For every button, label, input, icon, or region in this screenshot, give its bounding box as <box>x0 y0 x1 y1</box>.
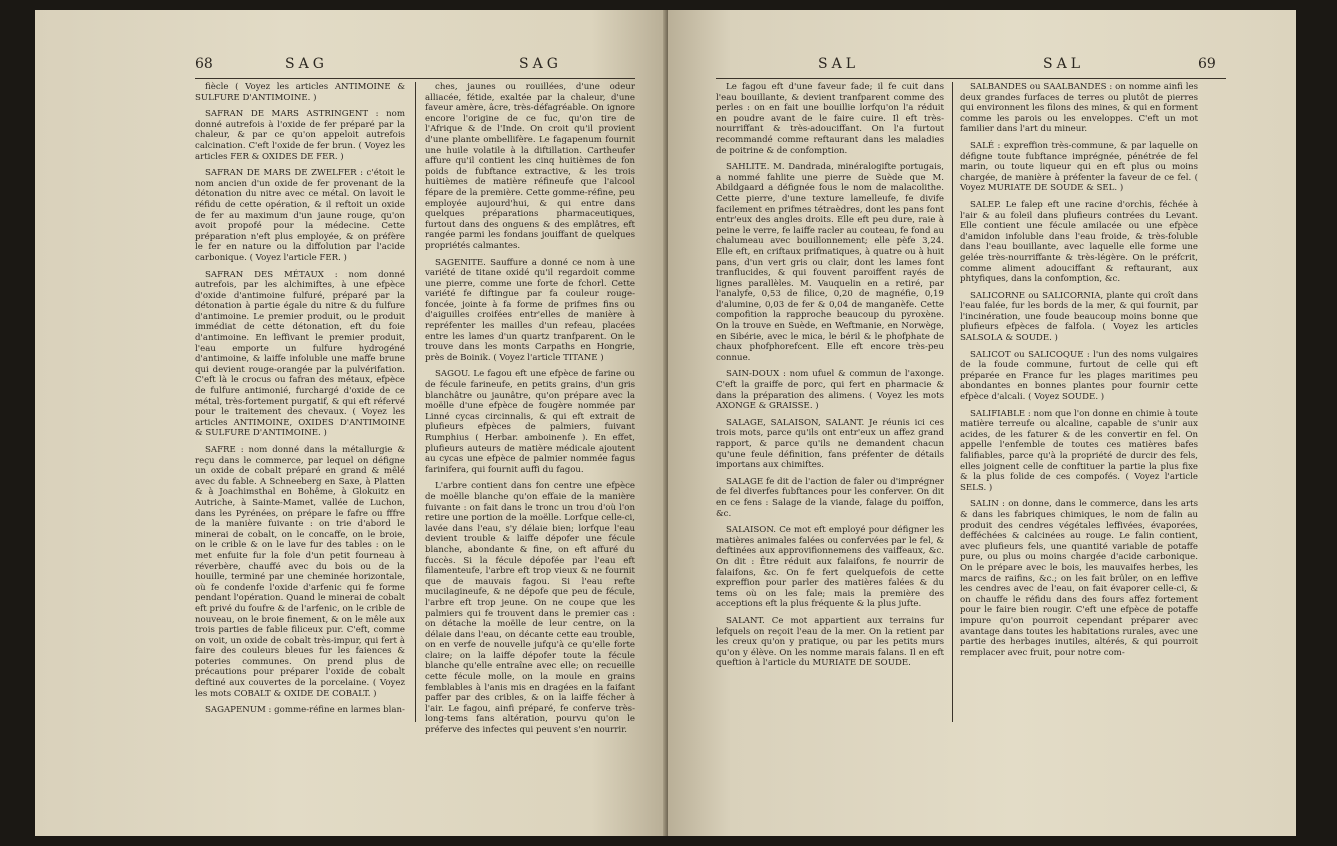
right-column-divider <box>952 82 953 722</box>
article-paragraph: L'arbre contient dans fon centre une efpèce de moëlle blanche qu'on effaie de la manière fuivante : on fait dans le tronc un trou d'où l'on retire une portion de la moëlle. Lorfque celle-ci, lavée dans l'eau, s'y délaie bien; lorfque l'eau devient trouble & laiffe dépofer une fécule blanche, abondante & fine, on eft affuré du fuccès. Si la fécule dépofée par l'eau eft filamenteufe, l'arbre eft trop vieux & ne fournit que de mauvais fagou. Si l'eau refte mucilagineufe, & ne dépofe que peu de fécule, l'arbre eft trop jeune. On ne coupe que les palmiers qui fe trouvent dans le premier cas : on détache la moëlle de leur centre, on la délaie dans l'eau, on décante cette eau trouble, on en verfe de nouvelle jufqu'à ce qu'elle forte claire; on la laiffe dépofer toute la fécule blanche qu'elle entraîne avec elle; on recueille cette fécule molle, on la moule en grains femblables à l'anis mis en dragées en la faifant paffer par des cribles, & on la laiffe fécher à l'air. Le fagou, ainfi préparé, fe conferve très-long-tems fans altération, pourvu qu'on le préferve des infectes qui peuvent s'en nourrir. <box>425 481 635 736</box>
left-column-2 <box>425 82 635 742</box>
right-header-right: SAL <box>1043 56 1084 72</box>
article-paragraph: SALICOT ou SALICOQUE : l'un des noms vulgaires de la foude commune, furtout de celle qui eft préparée en France fur les plages maritimes peu abondantes en bonnes plantes pour fournir cette efpèce d'alcali. ( Voyez SOUDE. ) <box>960 349 1198 403</box>
left-page <box>35 10 667 836</box>
article-paragraph: ches, jaunes ou rouillées, d'une odeur alliacée, fétide, exaltée par la chaleur, d'une faveur amère, âcre, très-défagréable. On ignore encore l'origine de ce fuc, qu'on tire de l'Afrique & de l'Inde. On croit qu'il provient d'une plante ombellifère. Le fagapenum fournit une huile volatile à la diftillation. Cartheufer affure qu'il contient les cinq huitièmes de fon poids de fubftance extractive, & les trois huitièmes de matière réfineufe que l'alcool fépare de la première. Cette gomme-réfine, peu employée aujourd'hui, & qui entre dans quelques préparations pharmaceutiques, furtout dans des onguens & des emplâtres, eft rangée parmi les fondans jouiffant de quelques propriétés calmantes. <box>425 82 635 251</box>
article-paragraph: SALEP. Le falep eft une racine d'orchis, féchée à l'air & au foleil dans plufieurs contrées du Levant. Elle contient une fécule amilacée ou une efpèce d'amidon infoluble dans l'eau froide, & très-foluble dans l'eau bouillante, avec laquelle elle forme une gelée très-nourriffante & très-légère. On le préfcrit, comme aliment adouciffant & reftaurant, aux phtyfiques, dans la confomption, &c. <box>960 199 1198 285</box>
article-paragraph: SALICORNE ou SALICORNIA, plante qui croît dans l'eau falée, fur les bords de la mer, & qui fournit, par l'incinération, une foude beaucoup moins bonne que plufieurs efpèces de falfola. ( Voyez les articles SALSOLA & SOUDE. ) <box>960 290 1198 344</box>
article-paragraph: SAGENITE. Sauffure a donné ce nom à une variété de titane oxidé qu'il regardoit comme une pierre, comme une forte de fchorl. Cette variété fe diftingue par fa couleur rouge-foncée, jointe à fa forme de prifmes fins ou d'aiguilles croifées entr'elles de manière à repréfenter les mailles d'un refeau, placées entre les lames d'un quartz tranfparent. On le trouve dans les monts Carpaths en Hongrie, près de Boinik. ( Voyez l'article TITANE ) <box>425 257 635 363</box>
right-column-2 <box>960 82 1198 664</box>
left-header-left: SAG <box>285 56 328 72</box>
left-column-1 <box>195 82 405 722</box>
article-paragraph: SAGOU. Le fagou eft une efpèce de farine ou de fécule farineufe, en petits grains, d'un gris blanchâtre ou jaunâtre, qu'on prépare avec la moëlle d'une efpèce de fougère nommée par Linné cycas circinnalis, & qui eft extrait de plufieurs efpèces de palmiers, fuivant Rumphius ( Herbar. amboinenfe ). En effet, plufieurs auteurs de matière médicale ajoutent au cycas une efpèce de palmier nommée fagus farinifera, qui fournit auffi du fagou. <box>425 369 635 475</box>
right-header-rule <box>716 78 1226 79</box>
article-paragraph: SAIN-DOUX : nom ufuel & commun de l'axonge. C'eft la graiffe de porc, qui fert en pharmacie & dans la préparation des alimens. ( Voyez les mots AXONGE & GRAISSE. ) <box>716 369 944 412</box>
article-paragraph: SALIN : on donne, dans le commerce, dans les arts & dans les fabriques chimiques, le nom de falin au produit des cendres végétales leffivées, évaporées, defféchées & calcinées au rouge. Le falin contient, avec plufieurs fels, une quantité variable de potaffe pure, ou plus ou moins chargée d'acide carbonique. On le prépare avec le bois, les mauvaifes herbes, les marcs de raifins, &c.; on les fait brûler, on en leffive les cendres avec de l'eau, on fait évaporer celle-ci, & on chauffe le réfidu dans des fours affez fortement pour le faire bien rougir. C'eft une efpèce de potaffe impure qu'on pourroit cependant préparer avec avantage dans toutes les habitations rurales, avec une partie des herbages inutiles, altérés, & qui pourroit remplacer avec fruit, pour notre com- <box>960 499 1198 658</box>
right-header-left: SAL <box>818 56 859 72</box>
article-paragraph: SAGAPENUM : gomme-réfine en larmes blan- <box>205 705 405 716</box>
left-page-number: 68 <box>195 56 213 72</box>
article-paragraph: Le fagou eft d'une faveur fade; il fe cuit dans l'eau bouillante, & devient tranfparent comme des perles : on en fait une bouillie lorfqu'on l'a réduit en poudre avant de le faire cuire. Il eft très-nourriffant & très-adouciffant. On l'a furtout recommandé comme reftaurant dans les maladies de poitrine & de confomption. <box>716 82 944 156</box>
article-paragraph: SALIFIABLE : nom que l'on donne en chimie à toute matière terreufe ou alcaline, capable de s'unir aux acides, de les faturer & de les convertir en fel. On appelle l'enfemble de toutes ces matières bafes falifiables, parce qu'à la propriété de durcir des fels, elles joignent celle de conftituer la partie la plus fixe & la plus folide de ces compofés. ( Voyez l'article SELS. ) <box>960 408 1198 493</box>
article-paragraph: SALAISON. Ce mot eft employé pour défigner les matières animales falées ou confervées par le fel, & deftinées aux approvifionnemens des vaiffeaux, &c. On dit : Être réduit aux falaifons, fe nourrir de falaifons, &c. On fe fert quelquefois de cette expreffion pour parler des matières falées & du tems où on les fale; mais la première des acceptions eft la plus fréquente & la plus jufte. <box>716 525 944 610</box>
right-page-number: 69 <box>1198 56 1216 72</box>
article-paragraph: SAFRE : nom donné dans la métallurgie & reçu dans le commerce, par lequel on défigne un oxide de cobalt préparé en grand & mêlé avec du fable. A Schneeberg en Saxe, à Platten & à Joachimsthal en Bohême, à Glokuitz en Autriche, à Sainte-Mamet, vallée de Luchon, dans les Pyrénées, on prépare le fafre ou fffre de la manière fuivante : on trie d'abord le minerai de cobalt, on le concaffe, on le broie, on le crible & on le lave fur des tables : on le met enfuite fur la fole d'un petit fourneau à réverbère, chauffé avec du bois ou de la houille, terminé par une cheminée horizontale, où fe condenfe l'oxide d'arfenic qui fe forme pendant l'opération. Quand le minerai de cobalt eft privé du foufre & de l'arfenic, on le crible de nouveau, on le broie finement, & on le mêle aux trois parties de fable filiceux pur. C'eft, comme on voit, un oxide de cobalt très-impur, qui fert à faire des couleurs bleues fur les faiences & poteries communes. On prend plus de précautions pour préparer l'oxide de cobalt deftiné aux couvertes de la porcelaine. ( Voyez les mots COBALT & OXIDE DE COBALT. ) <box>195 445 405 699</box>
right-column-1 <box>716 82 944 675</box>
article-paragraph: SALÉ : expreffion très-commune, & par laquelle on défigne toute fubftance imprégnée, pénétrée de fel marin, ou toute liqueur qui en eft plus ou moins chargée, de manière à préfenter la faveur de ce fel. ( Voyez MURIATE DE SOUDE & SEL. ) <box>960 140 1198 194</box>
left-header-rule <box>195 78 635 79</box>
left-header-right: SAG <box>519 56 562 72</box>
article-paragraph: SAFRAN DE MARS DE ZWELFER : c'étoit le nom ancien d'un oxide de fer provenant de la détonation du nitre avec ce métal. On lavoit le réfidu de cette opération, & il reftoit un oxide de fer au maximum d'un jaune rouge, qu'on avoit propofé pour la médecine. Cette préparation n'eft plus employée, & on préfère le fer en nature ou la diffolution par l'acide carbonique. ( Voyez l'article FER. ) <box>195 168 405 263</box>
article-paragraph: SAHLITE. M. Dandrada, minéralogifte portugais, a nommé fahlite une pierre de Suède que M. Abildgaard a défignée fous le nom de malacolithe. Cette pierre, d'une texture lamelleufe, fe divife facilement en prifmes tétraèdres, dont les pans font entr'eux des angles droits. Elle eft peu dure, raie à peine le verre, fe laiffe racler au couteau, fe fond au chalumeau avec bouillonnement; elle pèfe 3,24. Elle eft, en criftaux prifmatiques, à quatre ou à huit pans, d'un vert gris ou clair, dont les lames font tranflucides, & qui fouvent paroiffent rayés de lignes parallèles. M. Vauquelin en a retiré, par l'analyfe, 0,53 de filice, 0,20 de magnéfie, 0,19 d'alumine, 0,03 de fer & 0,04 de manganèfe. Cette compofition la rapproche beaucoup du pyroxène. On la trouve en Suède, en Weftmanie, en Norwège, en Sibérie, avec le mica, le béril & le phofphate de chaux phofphorefcent. Elle eft encore très-peu connue. <box>716 162 944 363</box>
article-paragraph: SALAGE fe dit de l'action de faler ou d'imprégner de fel diverfes fubftances pour les conferver. On dit en ce fens : Salage de la viande, falage du poiffon, &c. <box>716 476 944 519</box>
article-paragraph: fiècle ( Voyez les articles ANTIMOINE & SULFURE D'ANTIMOINE. ) <box>195 82 405 103</box>
left-column-divider <box>415 82 416 722</box>
article-paragraph: SALANT. Ce mot appartient aux terrains fur lefquels on reçoit l'eau de la mer. On la retient par les creux qu'on y pratique, ou par les petits murs qu'on y élève. On les nomme marais falans. Il en eft queftion à l'article du MURIATE DE SOUDE. <box>716 615 944 669</box>
article-paragraph: SAFRAN DE MARS ASTRINGENT : nom donné autrefois à l'oxide de fer préparé par la chaleur, & par ce qu'on appeloit autrefois calcination. C'eft l'oxide de fer brun. ( Voyez les articles FER & OXIDES DE FER. ) <box>195 109 405 162</box>
article-paragraph: SAFRAN DES MÉTAUX : nom donné autrefois, par les alchimiftes, à une efpèce d'oxide d'antimoine fulfuré, préparé par la détonation à partie égale du nitre & du fulfure d'antimoine. Le premier produit, ou le produit immédiat de cette détonation, eft du foie d'antimoine. En leffivant le premier produit, l'eau emporte un fulfure hydrogéné d'antimoine, & laiffe infoluble une maffe brune qui devient rouge-orangée par la pulvérifation. C'eft là le crocus ou fafran des métaux, efpèce de fulfure antimonié, furchargé d'oxide de ce métal, très-fortement purgatif, & qui eft réfervé pour le traitement des chevaux. ( Voyez les articles ANTIMOINE, OXIDES D'ANTIMOINE & SULFURE D'ANTIMOINE. ) <box>195 269 405 439</box>
article-paragraph: SALBANDES ou SAALBANDES : on nomme ainfi les deux grandes furfaces de terres ou plutôt de pierres qui environnent les filons des mines, & qui en forment comme les parois ou les enveloppes. C'eft un mot familier dans l'art du mineur. <box>960 82 1198 135</box>
right-page <box>668 10 1296 836</box>
article-paragraph: SALAGE, SALAISON, SALANT. Je réunis ici ces trois mots, parce qu'ils ont entr'eux un affez grand rapport, & parce qu'ils ne demandent chacun qu'une feule définition, fans préfenter de détails importans aux chimiftes. <box>716 417 944 471</box>
